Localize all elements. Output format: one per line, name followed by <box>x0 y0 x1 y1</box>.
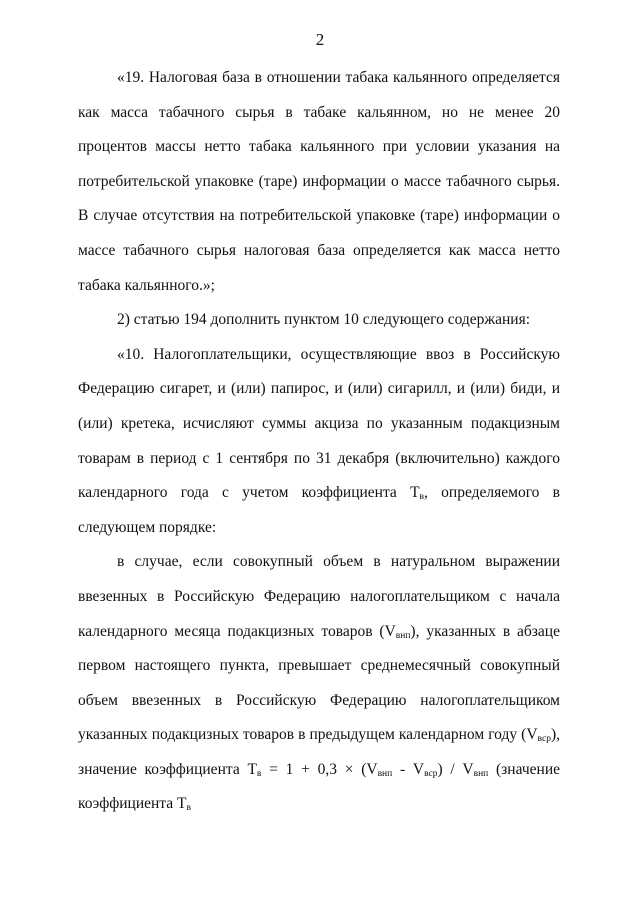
paragraph-amendment-article-194: 2) статью 194 дополнить пунктом 10 следующего содержания: <box>117 311 531 329</box>
formula-minus: - V <box>392 760 425 778</box>
condition-text-c: ), значение коэффициента <box>78 726 560 778</box>
formula-eq: = 1 + 0,3 × (V <box>261 760 378 778</box>
condition-tail-t-subscript: в <box>186 803 191 814</box>
v-vnp-subscript: внп <box>395 630 411 641</box>
condition-tail: (значение коэффициента <box>78 760 560 813</box>
formula-t: Т <box>247 760 257 778</box>
formula-v3-subscript: внп <box>473 768 489 779</box>
formula-t-subscript: в <box>256 768 262 779</box>
formula <box>247 761 488 778</box>
condition-tail-t: Т <box>177 795 187 813</box>
clause-10-end: , определяемого в следующем порядке: <box>78 484 560 536</box>
condition-text-b: ), указанных в абзаце первом настоящего пункта, превышает среднемесячный совокупный объем ввезенных в Российскую Федерацию налогоплательщиком указанных подакцизных товаров в предыдущем календарном году (V <box>78 622 560 744</box>
coefficient-symbol: Т <box>410 484 420 502</box>
formula-v1-subscript: внп <box>377 768 393 779</box>
v-vsr-subscript: вср <box>537 734 551 745</box>
paragraph-tax-base-hookah: «19. Налоговая база в отношении табака кальянного определяется как масса табачного сырья в табаке кальянном, но не менее 20 процентов массы нетто табака кальянного при условии указания на потребительской упаковке (таре) информации о массе табачного сырья. В случае отсутствия на потребительской упаковке (таре) информации о массе табачного сырья налоговая база определяется как масса нетто табака кальянного.»; <box>78 69 560 294</box>
formula-v2-subscript: вср <box>424 768 438 779</box>
coefficient-subscript: в <box>419 492 425 503</box>
clause-10-text: «10. Налогоплательщики, осуществляющие ввоз в Российскую Федерацию сигарет, и (или) папирос, и (или) сигарилл, и (или) биди, и (или) кретека, исчисляют суммы акциза по указанным подакцизным товарам в период с 1 сентября по 31 декабря (включительно) каждого календарного года с учетом коэффициента <box>78 345 560 502</box>
paragraph-clause-10 <box>78 338 560 546</box>
document-body <box>78 61 560 822</box>
formula-div: ) / V <box>437 760 474 778</box>
paragraph-coefficient-condition <box>78 545 560 822</box>
condition-text-a: в случае, если совокупный объем в натуральном выражении ввезенных в Российскую Федерацию налогоплательщиком с начала календарного месяца подакцизных товаров (V <box>78 553 560 640</box>
page-number: 2 <box>315 30 325 49</box>
